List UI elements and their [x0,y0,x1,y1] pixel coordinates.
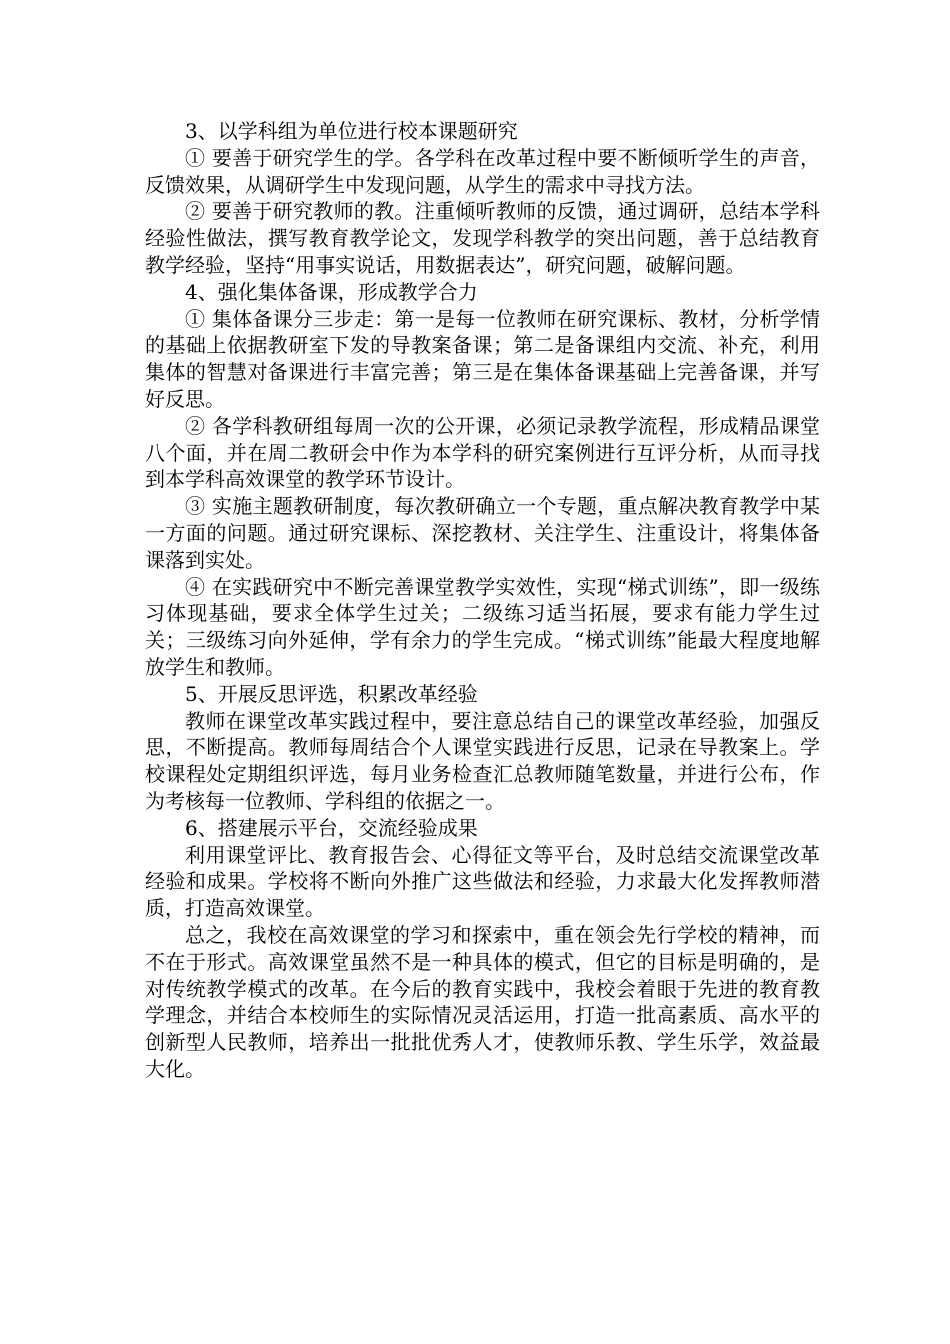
section-heading-6: 6、搭建展示平台，交流经验成果 [185,815,478,840]
paragraph-study-students: ① 要善于研究学生的学。各学科在改革过程中要不断倾听学生的声音，反馈效果，从调研学生中发现问题，从学生的需求中寻找方法。 [145,145,820,197]
paragraph-ladder-training: ④ 在实践研究中不断完善课堂教学实效性，实现“梯式训练”，即一级练习体现基础，要求全体学生过关；二级练习适当拓展，要求有能力学生过关；三级练习向外延伸，学有余力的学生完成。“梯式训练”能最大程度地解放学生和教师。 [145,574,820,679]
paragraph-showcase: 利用课堂评比、教育报告会、心得征文等平台，及时总结交流课堂改革经验和成果。学校将不断向外推广这些做法和经验，力求最大化发挥教师潜质，打造高效课堂。 [145,842,820,921]
paragraph-open-class: ② 各学科教研组每周一次的公开课，必须记录教学流程，形成精品课堂八个面，并在周二教研会中作为本学科的研究案例进行互评分析，从而寻找到本学科高效课堂的教学环节设计。 [145,413,820,492]
section-heading-3: 3、以学科组为单位进行校本课题研究 [185,119,518,143]
paragraph-theme-research: ③ 实施主题教研制度，每次教研确立一个专题，重点解决教育教学中某一方面的问题。通过研究课标、深挖教材、关注学生、注重设计，将集体备课落到实处。 [145,494,820,572]
paragraph-study-teachers: ② 要善于研究教师的教。注重倾听教师的反馈，通过调研，总结本学科经验性做法，撰写教育教学论文，发现学科教学的突出问题，善于总结教育教学经验，坚持“用事实说话，用数据表达”，研究问题，破解问题。 [145,199,820,277]
section-heading-5: 5、开展反思评选，积累改革经验 [185,681,478,706]
paragraph-collective-prep: ① 集体备课分三步走：第一是每一位教师在研究课标、教材，分析学情的基础上依据教研室下发的导教案备课；第二是备课组内交流、补充，利用集体的智慧对备课进行丰富完善；第三是在集体备课基础上完善备课，并写好反思。 [145,306,820,411]
paragraph-reflection: 教师在课堂改革实践过程中，要注意总结自己的课堂改革经验，加强反思，不断提高。教师每周结合个人课堂实践进行反思，记录在导教案上。学校课程处定期组织评选，每月业务检查汇总教师随笔数量，并进行公布，作为考核每一位教师、学科组的依据之一。 [145,708,820,813]
document-body [145,118,820,1083]
section-heading-4: 4、强化集体备课，形成教学合力 [185,279,478,304]
paragraph-conclusion: 总之，我校在高效课堂的学习和探索中，重在领会先行学校的精神，而不在于形式。高效课堂虽然不是一种具体的模式，但它的目标是明确的，是对传统教学模式的改革。在今后的教育实践中，我校会着眼于先进的教育教学理念，并结合本校师生的实际情况灵活运用，打造一批高素质、高水平的创新型人民教师，培养出一批批优秀人才，使教师乐教、学生乐学，效益最大化。 [145,922,820,1081]
